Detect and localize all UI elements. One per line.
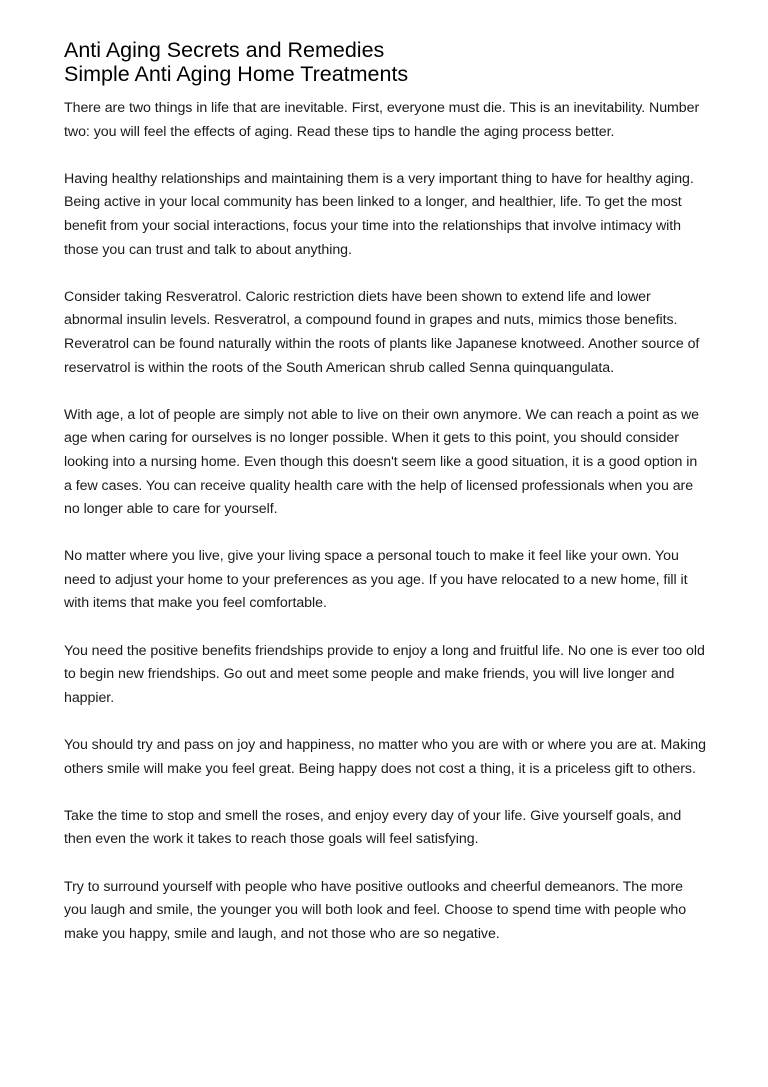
paragraph: No matter where you live, give your living space a personal touch to make it feel like your own. You need to adjust your home to your preferences as you age. If you have relocated to a new home, fill it with items that make you feel comfortable. — [64, 548, 688, 612]
paragraph: There are two things in life that are inevitable. First, everyone must die. This is an inevitability. Number two: you will feel the effects of aging. Read these tips to handle the aging process better. — [64, 100, 700, 140]
paragraph: Having healthy relationships and maintaining them is a very important thing to have for healthy aging. Being active in your local community has been linked to a longer, and healthier, life. To get the most benefit from your social interactions, focus your time into the relationships that involve intimacy with those you can trust and talk to about anything. — [64, 170, 694, 258]
paragraph: With age, a lot of people are simply not able to live on their own anymore. We can reach a point as we age when caring for ourselves is no longer possible. When it gets to this point, you should consider looking into a nursing home. Even though this doesn't seem like a good situation, it is a good option in a few cases. You can receive quality health care with the help of licensed professionals when you are no longer able to care for yourself. — [64, 406, 700, 518]
document-title — [64, 38, 708, 86]
title-line-1: Anti Aging Secrets and Remedies — [64, 38, 385, 62]
document-body — [64, 97, 708, 946]
paragraph: Try to surround yourself with people who have positive outlooks and cheerful demeanors. The more you laugh and smile, the younger you will both look and feel. Choose to spend time with people who make you happy, smile and laugh, and not those who are so negative. — [64, 878, 687, 942]
title-line-2: Simple Anti Aging Home Treatments — [64, 62, 409, 86]
paragraph: Take the time to stop and smell the roses, and enjoy every day of your life. Give yourself goals, and then even the work it takes to reach those goals will feel satisfying. — [64, 807, 682, 848]
paragraph: Consider taking Resveratrol. Caloric restriction diets have been shown to extend life and lower abnormal insulin levels. Resveratrol, a compound found in grapes and nuts, mimics those benefits. Reveratrol can be found naturally within the roots of plants like Japanese knotweed. Another source of reservatrol is within the roots of the South American shrub called Senna quinquangulata. — [64, 288, 700, 376]
paragraph: You should try and pass on joy and happiness, no matter who you are with or where you are at. Making others smile will make you feel great. Being happy does not cost a thing, it is a priceless gift to others. — [64, 737, 706, 777]
paragraph: You need the positive benefits friendships provide to enjoy a long and fruitful life. No one is ever too old to begin new friendships. Go out and meet some people and make friends, you will live longer and happier. — [64, 642, 705, 706]
